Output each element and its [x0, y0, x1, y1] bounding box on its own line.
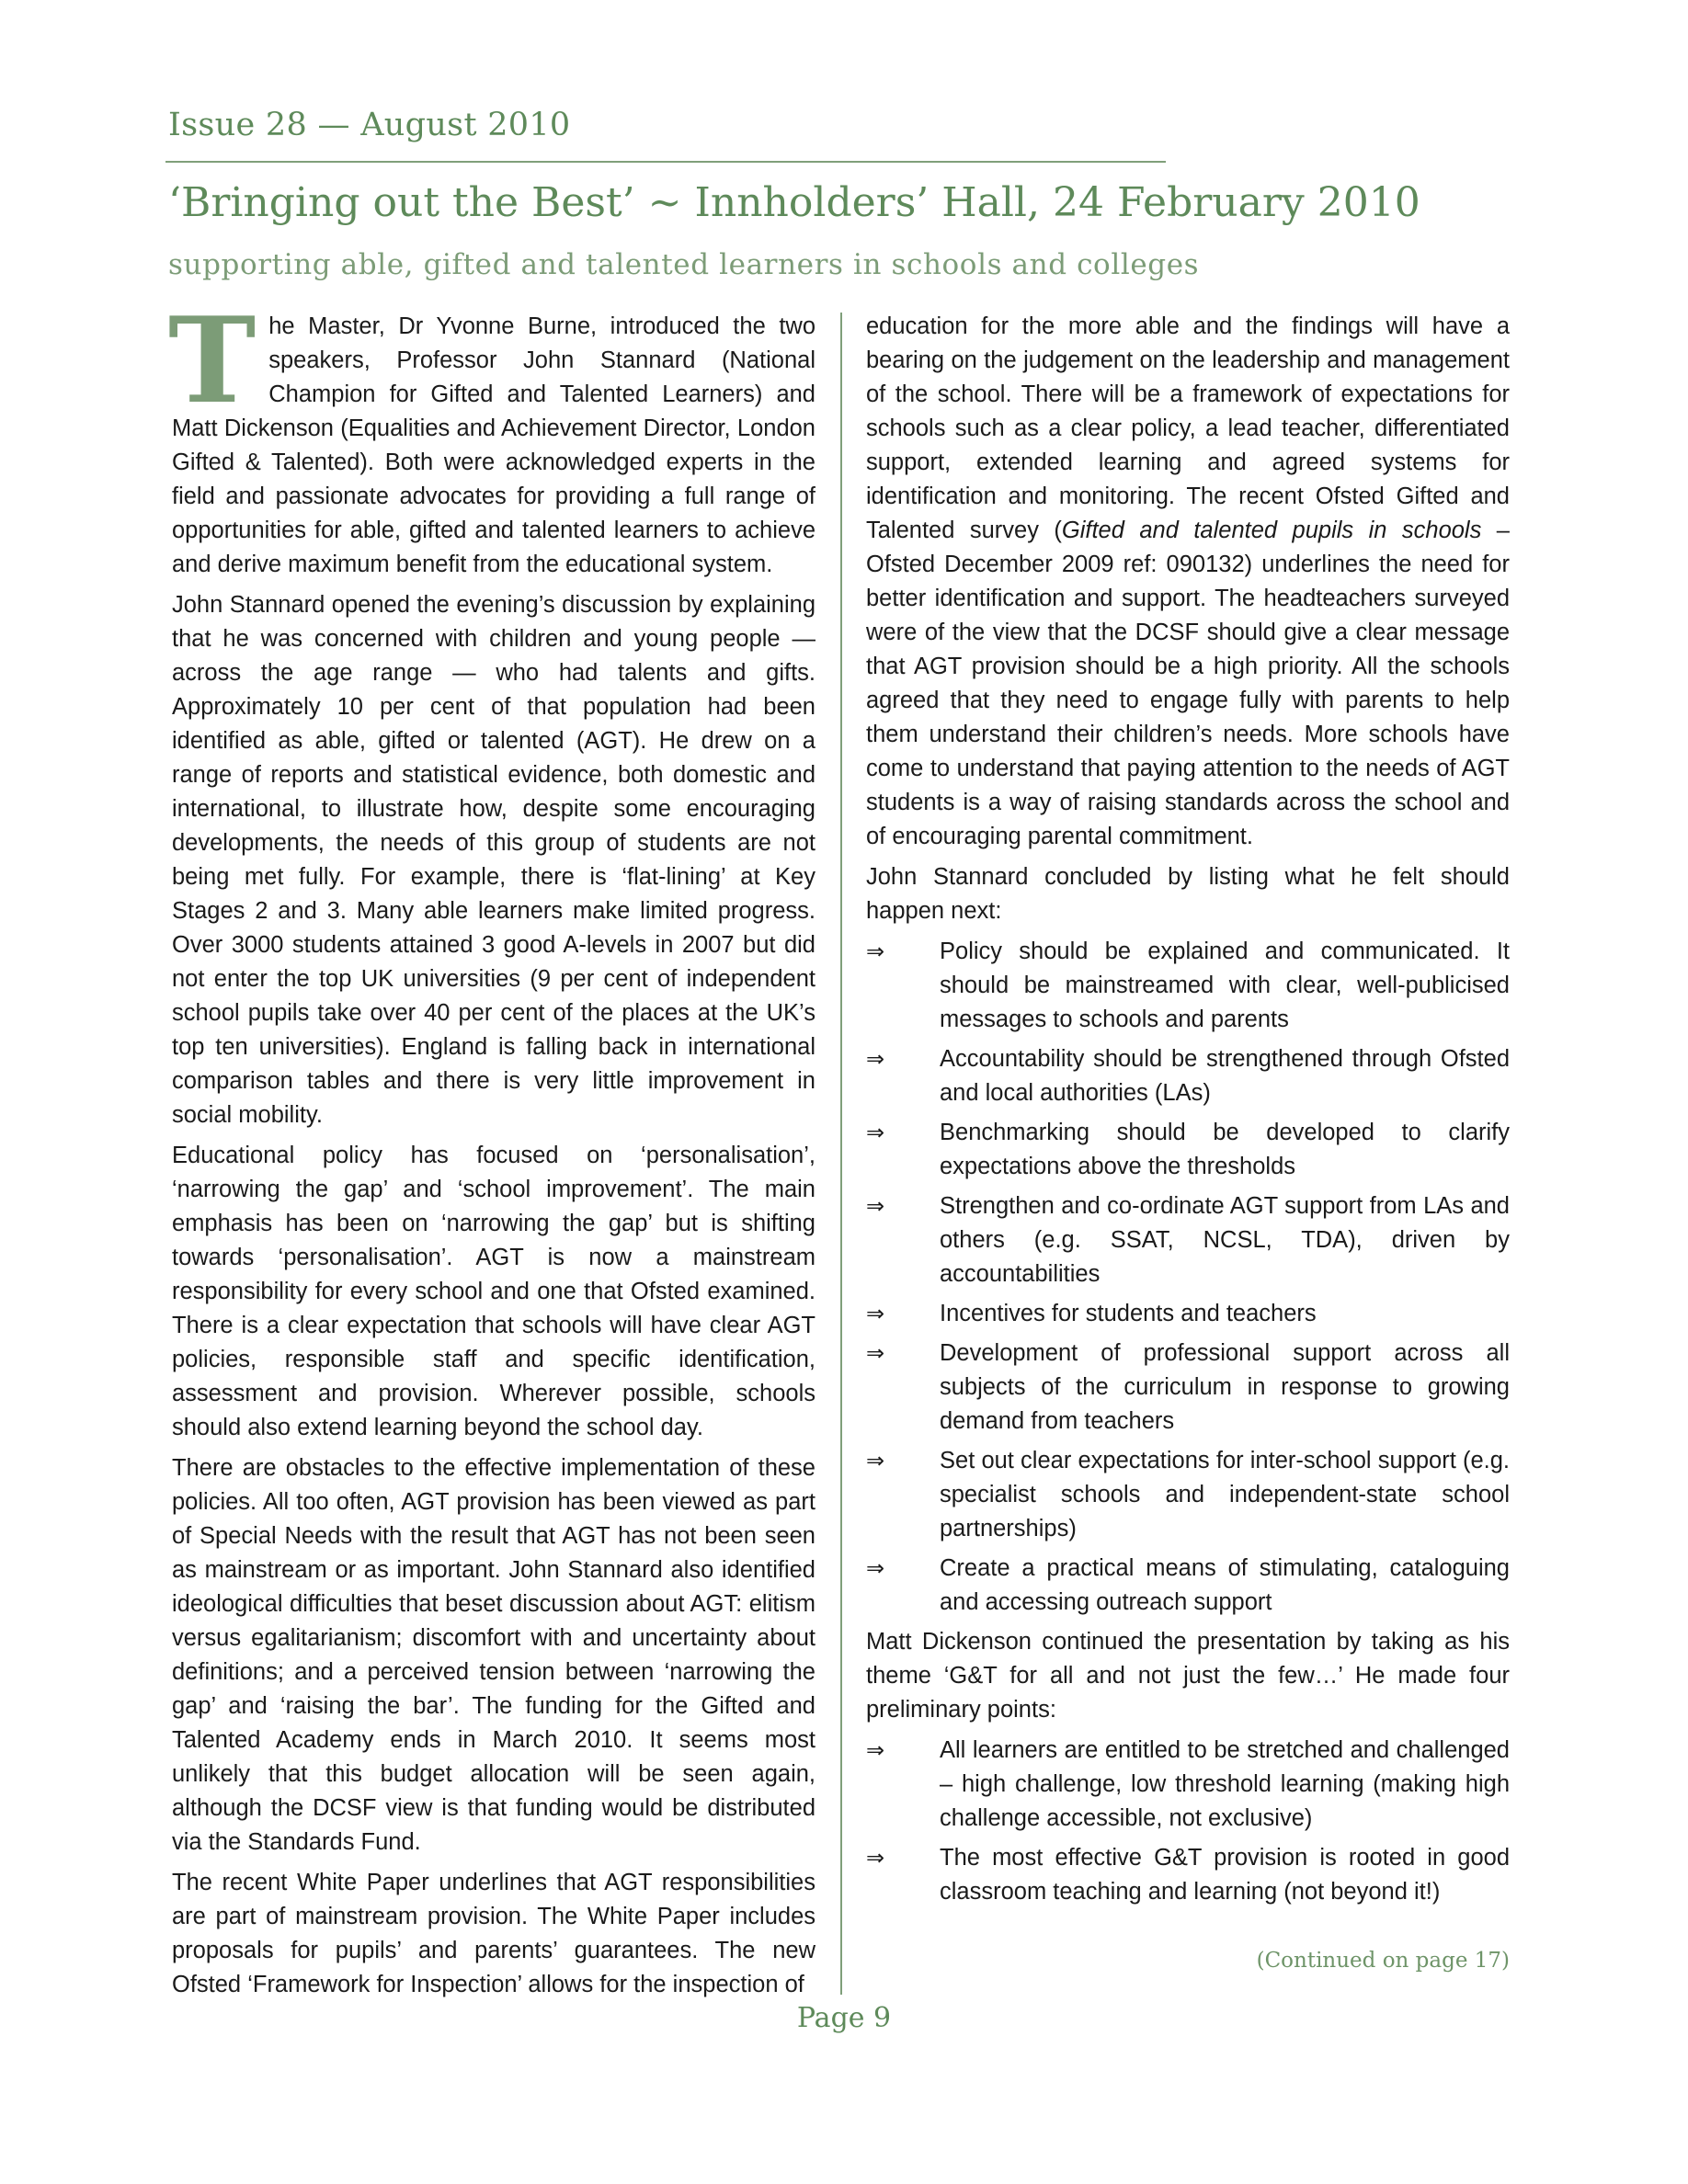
list-item: ⇒ Policy should be explained and communicated. It should be mainstreamed with clear, well-publicised messages to schools and parents	[866, 935, 1510, 1037]
paragraph-next-steps-intro: John Stannard concluded by listing what he felt should happen next:	[866, 864, 1510, 924]
paragraph-intro	[168, 292, 815, 582]
article-headline: ‘Bringing out the Best’ ~ Innholders’ Hall, 24 February 2010	[168, 179, 1420, 226]
arrow-icon: ⇒	[866, 1340, 885, 1366]
page-number: Page 9	[796, 2002, 892, 2034]
left-column	[168, 292, 815, 2008]
list-item: ⇒ Create a practical means of stimulating, cataloguing and accessing outreach support	[866, 1552, 1510, 1620]
paragraph-ofsted-text-b: – Ofsted December 2009 ref: 090132) underlines the need for better identification and support. The headteachers surveyed were of the view that the DCSF should give a clear message that AGT provision should be a high priority. All the schools agreed that they need to engage fully with parents to help them understand their children’s needs. More schools have come to understand that paying attention to the needs of AGT students is a way of raising standards across the school and of encouraging parental commitment.	[866, 518, 1510, 849]
drop-cap: T	[168, 292, 257, 430]
arrow-icon: ⇒	[866, 938, 885, 964]
paragraph-white-paper: The recent White Paper underlines that AGT responsibilities are part of mainstream provision. The White Paper includes proposals for pupils’ and parents’ guarantees. The new Ofsted ‘Framework for Inspection’ allows for the inspection of	[172, 1870, 815, 1997]
preliminary-points-list	[866, 1734, 1510, 1909]
report-title: Gifted and talented pupils in schools	[1061, 518, 1482, 543]
header-rule	[165, 161, 1166, 163]
arrow-icon: ⇒	[866, 1301, 885, 1326]
next-steps-list	[866, 935, 1510, 1620]
article-subtitle: supporting able, gifted and talented learners in schools and colleges	[168, 248, 1200, 281]
paragraph-intro-text: he Master, Dr Yvonne Burne, introduced the two speakers, Professor John Stannard (National Champion for Gifted and Talented Learners) and Matt Dickenson (Equalities and Achievement Director, London Gifted & Talented). Both were acknowledged experts in the field and passionate advocates for providing a full range of opportunities for able, gifted and talented learners to achieve and derive maximum benefit from the educational system.	[172, 313, 815, 577]
list-item: ⇒ Set out clear expectations for inter-school support (e.g. specialist schools and independent-state school partnerships)	[866, 1444, 1510, 1546]
paragraph-stannard-opening: John Stannard opened the evening’s discussion by explaining that he was concerned with children and young people — across the age range — who had talents and gifts. Approximately 10 per cent of that population had been identified as able, gifted or talented (AGT). He drew on a range of reports and statistical evidence, both domestic and international, to illustrate how, despite some encouraging developments, the needs of this group of students are not being met fully. For example, there is ‘flat-lining’ at Key Stages 2 and 3. Many able learners make limited progress. Over 3000 students attained 3 good A-levels in 2007 but did not enter the top UK universities (9 per cent of independent school pupils take over 40 per cent of the places at the UK’s top ten universities). England is falling back in international comparison tables and there is very little improvement in social mobility.	[172, 592, 815, 1128]
list-item: ⇒ Development of professional support across all subjects of the curriculum in response to growing demand from teachers	[866, 1337, 1510, 1439]
arrow-icon: ⇒	[866, 1555, 885, 1581]
continued-note: (Continued on page 17)	[1256, 1949, 1510, 1973]
list-item: ⇒ Benchmarking should be developed to clarify expectations above the thresholds	[866, 1116, 1510, 1184]
arrow-icon: ⇒	[866, 1193, 885, 1219]
list-item: ⇒ The most effective G&T provision is rooted in good classroom teaching and learning (not beyond it!)	[866, 1841, 1510, 1909]
column-divider	[840, 313, 842, 1995]
paragraph-obstacles: There are obstacles to the effective implementation of these policies. All too often, AGT provision has been viewed as part of Special Needs with the result that AGT has not been seen as mainstream or as important. John Stannard also identified ideological difficulties that beset discussion about AGT: elitism versus egalitarianism; discomfort with and uncertainty about definitions; and a perceived tension between ‘narrowing the gap’ and ‘raising the bar’. The funding for the Gifted and Talented Academy ends in March 2010. It seems most unlikely that this budget allocation will be seen again, although the DCSF view is that funding would be distributed via the Standards Fund.	[172, 1455, 815, 1855]
paragraph-dickenson: Matt Dickenson continued the presentation by taking as his theme ‘G&T for all and not just the few…’ He made four preliminary points:	[866, 1629, 1510, 1723]
list-item: ⇒ Accountability should be strengthened through Ofsted and local authorities (LAs)	[866, 1042, 1510, 1110]
list-item: ⇒ Incentives for students and teachers	[866, 1297, 1510, 1331]
list-item: ⇒ Strengthen and co-ordinate AGT support from LAs and others (e.g. SSAT, NCSL, TDA), driven by accountabilities	[866, 1189, 1510, 1291]
arrow-icon: ⇒	[866, 1448, 885, 1473]
right-column	[866, 310, 1510, 1915]
issue-line: Issue 28 — August 2010	[168, 107, 571, 143]
arrow-icon: ⇒	[866, 1845, 885, 1871]
arrow-icon: ⇒	[866, 1737, 885, 1763]
arrow-icon: ⇒	[866, 1120, 885, 1145]
paragraph-ofsted	[866, 310, 1510, 854]
list-item: ⇒ All learners are entitled to be stretched and challenged – high challenge, low threshold learning (making high challenge accessible, not exclusive)	[866, 1734, 1510, 1836]
paragraph-educational-policy: Educational policy has focused on ‘personalisation’, ‘narrowing the gap’ and ‘school improvement’. The main emphasis has been on ‘narrowing the gap’ but is shifting towards ‘personalisation’. AGT is now a mainstream responsibility for every school and one that Ofsted examined. There is a clear expectation that schools will have clear AGT policies, responsible staff and specific identification, assessment and provision. Wherever possible, schools should also extend learning beyond the school day.	[172, 1143, 815, 1440]
paragraph-ofsted-text-a: education for the more able and the findings will have a bearing on the judgement on the leadership and management of the school. There will be a framework of expectations for schools such as a clear policy, a lead teacher, differentiated support, extended learning and agreed systems for identification and monitoring. The recent Ofsted Gifted and Talented survey (	[866, 313, 1510, 543]
arrow-icon: ⇒	[866, 1046, 885, 1072]
